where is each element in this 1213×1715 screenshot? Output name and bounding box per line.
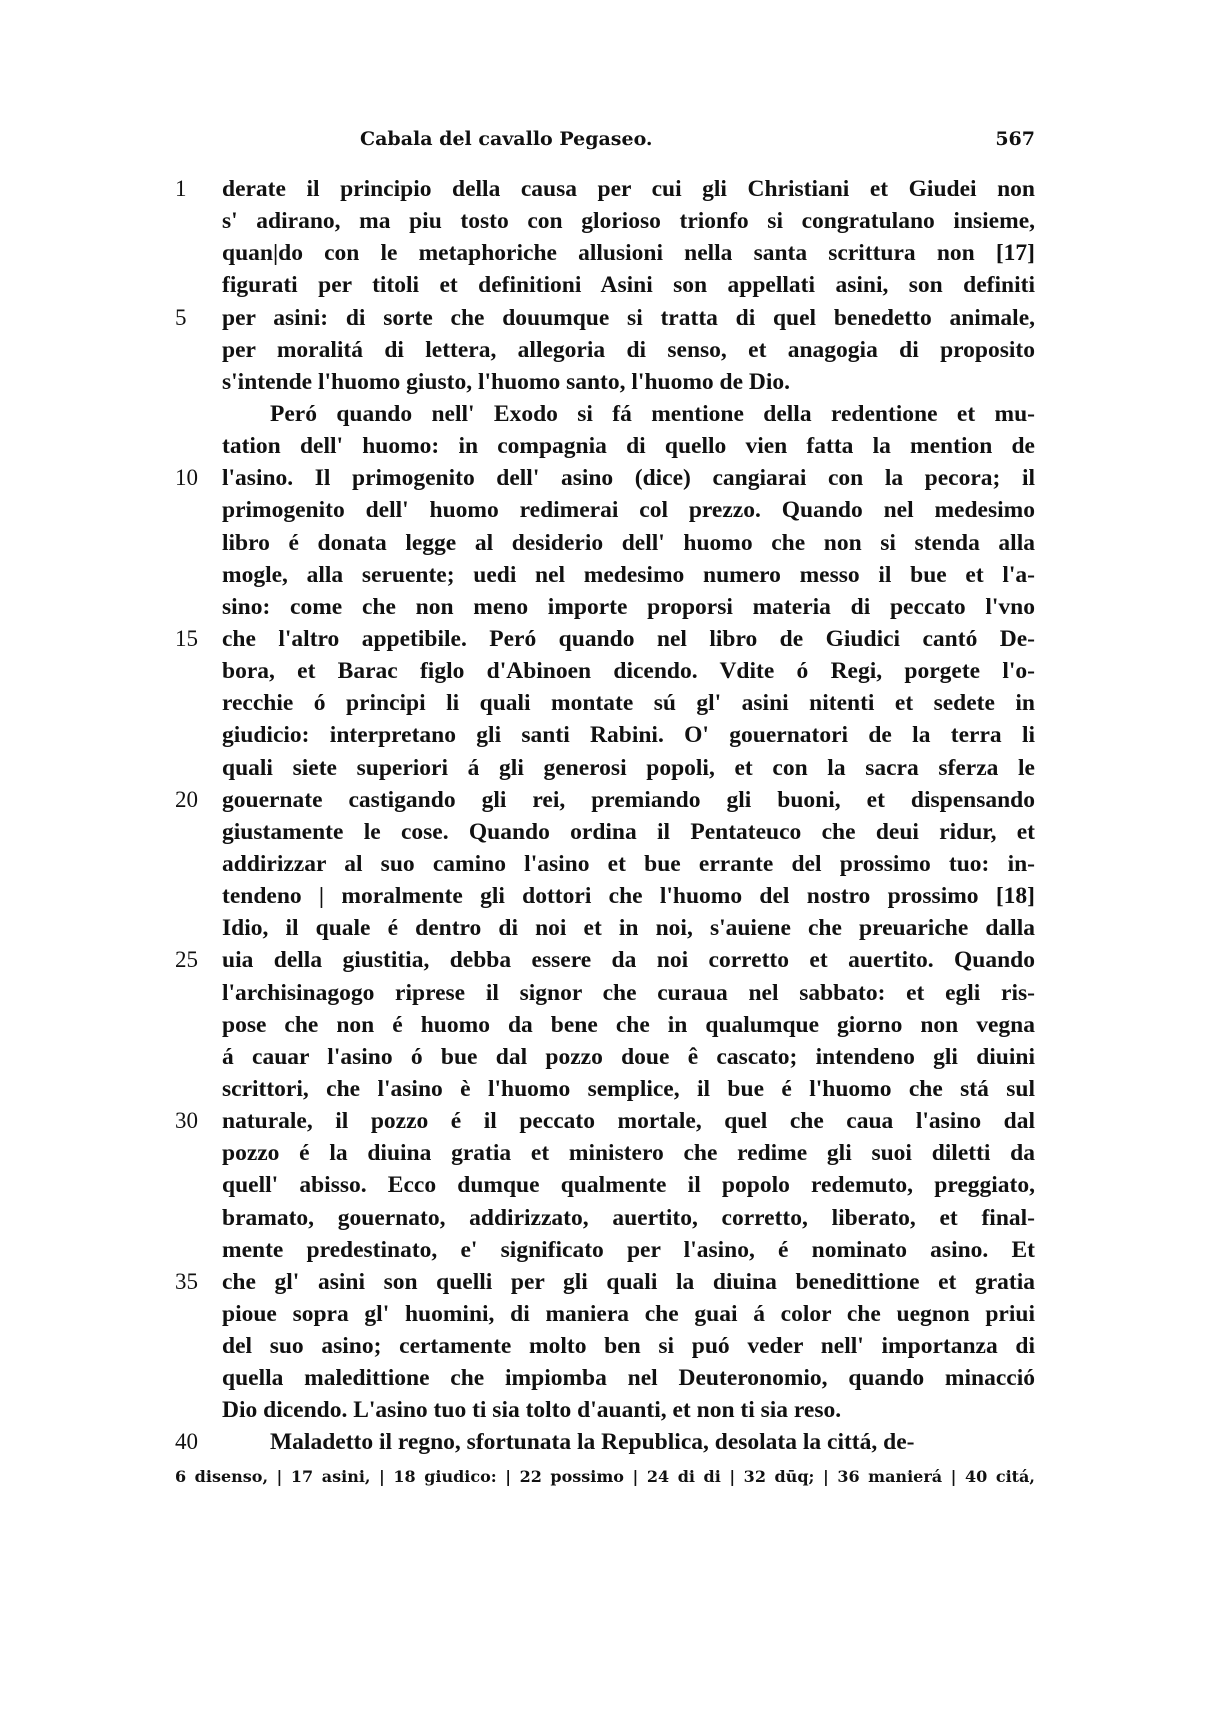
line-text: pioue sopra gl' huomini, di maniera che guai á color che uegnon priui xyxy=(222,1300,1035,1327)
text-line xyxy=(175,237,1035,269)
text-line xyxy=(175,912,1035,944)
line-number: 10 xyxy=(175,465,198,491)
line-text: s' adirano, ma piu tosto con glorioso trionfo si congratulano insieme, xyxy=(222,208,1035,235)
text-line xyxy=(175,1426,1035,1458)
line-text: á cauar l'asino ó bue dal pozzo doue ê cascato; intendeno gli diuini xyxy=(222,1043,1035,1070)
line-number: 25 xyxy=(175,947,198,973)
text-line xyxy=(175,1362,1035,1394)
text-line xyxy=(175,1234,1035,1266)
line-text: quella maledittione che impiomba nel Deuteronomio, quando minacció xyxy=(222,1365,1035,1392)
line-number: 30 xyxy=(175,1108,198,1134)
text-line xyxy=(175,591,1035,623)
text-line xyxy=(175,494,1035,526)
text-line xyxy=(175,719,1035,751)
text-line xyxy=(175,1298,1035,1330)
text-line xyxy=(175,173,1035,205)
line-text: pose che non é huomo da bene che in qualumque giorno non vegna xyxy=(222,1011,1035,1038)
text-line xyxy=(175,462,1035,494)
text-line xyxy=(175,430,1035,462)
line-number: 5 xyxy=(175,304,187,330)
text-line xyxy=(175,1105,1035,1137)
text-line xyxy=(175,366,1035,398)
text-line xyxy=(175,752,1035,784)
text-line xyxy=(175,1009,1035,1041)
line-text: l'asino. Il primogenito dell' asino (dice) cangiarai con la pecora; il xyxy=(222,465,1035,492)
text-line xyxy=(175,848,1035,880)
page-number: 567 xyxy=(995,128,1035,150)
text-line xyxy=(175,880,1035,912)
line-text: per asini: di sorte che douumque si tratta di quel benedetto animale, xyxy=(222,304,1035,331)
line-text: Peró quando nell' Exodo si fá mentione della redentione et mu- xyxy=(270,400,1035,427)
text-line xyxy=(175,334,1035,366)
text-line xyxy=(175,269,1035,301)
line-text: per moralitá di lettera, allegoria di senso, et anagogia di proposito xyxy=(222,336,1035,363)
line-text: libro é donata legge al desiderio dell' huomo che non si stenda alla xyxy=(222,529,1035,556)
text-line xyxy=(175,1394,1035,1426)
text-line xyxy=(175,944,1035,976)
text-line xyxy=(175,1330,1035,1362)
running-title: Cabala del cavallo Pegaseo. xyxy=(360,128,653,150)
line-text: sino: come che non meno importe proporsi materia di peccato l'vno xyxy=(222,593,1035,620)
line-text: Maladetto il regno, sfortunata la Republica, desolata la cittá, de- xyxy=(270,1429,915,1456)
line-text: addirizzar al suo camino l'asino et bue errante del prossimo tuo: in- xyxy=(222,850,1035,877)
line-text: quan|do con le metaphoriche allusioni nella santa scrittura non [17] xyxy=(222,240,1035,267)
line-text: uia della giustitia, debba essere da noi corretto et auertito. Quando xyxy=(222,947,1035,974)
text-line xyxy=(175,1137,1035,1169)
line-text: tendeno | moralmente gli dottori che l'huomo del nostro prossimo [18] xyxy=(222,883,1035,910)
line-text: s'intende l'huomo giusto, l'huomo santo, l'huomo de Dio. xyxy=(222,368,791,395)
line-number: 20 xyxy=(175,786,198,812)
text-line xyxy=(175,655,1035,687)
text-line xyxy=(175,1169,1035,1201)
line-text: bora, et Barac figlo d'Abinoen dicendo. Vdite ó Regi, porgete l'o- xyxy=(222,658,1035,685)
text-line xyxy=(175,687,1035,719)
line-text: mogle, alla seruente; uedi nel medesimo numero messo il bue et l'a- xyxy=(222,561,1035,588)
line-number: 40 xyxy=(175,1429,198,1455)
line-number: 15 xyxy=(175,625,198,651)
text-line xyxy=(175,816,1035,848)
text-line xyxy=(175,398,1035,430)
line-text: derate il principio della causa per cui gli Christiani et Giudei non xyxy=(222,176,1035,202)
text-line xyxy=(175,527,1035,559)
text-line xyxy=(175,1266,1035,1298)
line-text: bramato, gouernato, addirizzato, auertito, corretto, liberato, et final- xyxy=(222,1204,1035,1231)
text-line xyxy=(175,302,1035,334)
line-text: del suo asino; certamente molto ben si puó veder nell' importanza di xyxy=(222,1333,1035,1360)
line-text: naturale, il pozzo é il peccato mortale, quel che caua l'asino dal xyxy=(222,1108,1035,1135)
line-text: tation dell' huomo: in compagnia di quello vien fatta la mention de xyxy=(222,433,1035,460)
line-text: primogenito dell' huomo redimerai col prezzo. Quando nel medesimo xyxy=(222,497,1035,524)
line-text: figurati per titoli et definitioni Asini son appellati asini, son definiti xyxy=(222,272,1035,299)
line-text: Idio, il quale é dentro di noi et in noi, s'auiene che preuariche dalla xyxy=(222,915,1035,942)
line-text: giudicio: interpretano gli santi Rabini. O' gouernatori de la terra li xyxy=(222,722,1035,749)
line-text: che l'altro appetibile. Peró quando nel libro de Giudici cantó De- xyxy=(222,625,1035,652)
line-number: 1 xyxy=(175,176,187,201)
main-text xyxy=(175,173,1035,1459)
text-line xyxy=(175,205,1035,237)
text-line xyxy=(175,1073,1035,1105)
line-text: pozzo é la diuina gratia et ministero che redime gli suoi diletti da xyxy=(222,1140,1035,1167)
line-text: Dio dicendo. L'asino tuo ti sia tolto d'auanti, et non ti sia reso. xyxy=(222,1397,842,1424)
line-text: mente predestinato, e' significato per l'asino, é nominato asino. Et xyxy=(222,1236,1035,1263)
line-text: recchie ó principi li quali montate sú gl' asini nitenti et sedete in xyxy=(222,690,1035,717)
text-line xyxy=(175,623,1035,655)
footnotes: 6 disenso, | 17 asini, | 18 giudico: | 22 possimo | 24 di di | 32 dūq; | 36 manierá | 40 citá, xyxy=(175,1467,1035,1486)
line-text: quell' abisso. Ecco dumque qualmente il popolo redemuto, preggiato, xyxy=(222,1172,1035,1199)
line-text: scrittori, che l'asino è l'huomo semplice, il bue é l'huomo che stá sul xyxy=(222,1075,1035,1102)
line-text: quali siete superiori á gli generosi popoli, et con la sacra sferza le xyxy=(222,754,1035,781)
text-line xyxy=(175,1041,1035,1073)
text-line xyxy=(175,1202,1035,1234)
line-text: giustamente le cose. Quando ordina il Pentateuco che deui ridur, et xyxy=(222,818,1035,845)
line-text: gouernate castigando gli rei, premiando gli buoni, et dispensando xyxy=(222,786,1035,813)
line-text: che gl' asini son quelli per gli quali la diuina benedittione et gratia xyxy=(222,1268,1035,1295)
line-text: l'archisinagogo riprese il signor che curaua nel sabbato: et egli ris- xyxy=(222,979,1035,1006)
running-header xyxy=(215,128,1035,158)
line-number: 35 xyxy=(175,1268,198,1294)
text-line xyxy=(175,784,1035,816)
text-line xyxy=(175,977,1035,1009)
text-line xyxy=(175,559,1035,591)
